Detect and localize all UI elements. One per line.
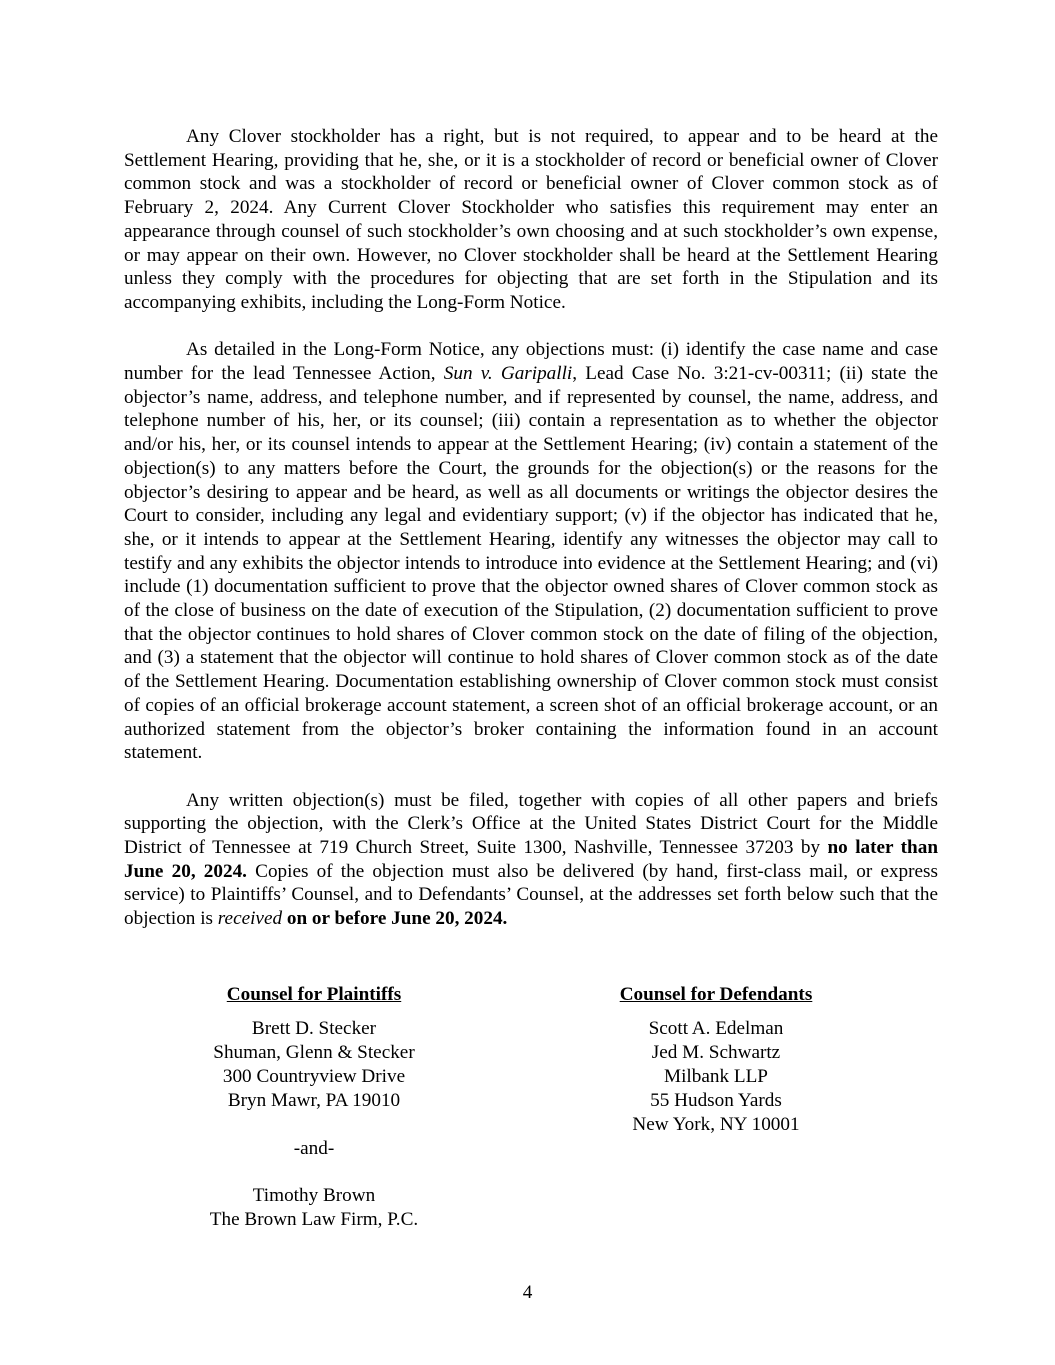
paragraph-objection-requirements [124, 338, 938, 765]
counsel-for-defendants [572, 983, 860, 1136]
delivery-instructions: Copies of the objection must also be delivered (by hand, first-class mail, or express service) to Plaintiffs’ Counsel, and to Defendants’ Counsel, at the addresses set forth below such that the objection is [124, 860, 938, 930]
counsel-plaintiffs-line: Brett D. Stecker [251, 1017, 377, 1039]
counsel-plaintiffs-line: Bryn Mawr, PA 19010 [227, 1089, 401, 1111]
counsel-plaintiffs-line: Shuman, Glenn & Stecker [213, 1041, 415, 1063]
objection-requirements-body: , Lead Case No. 3:21-cv-00311; (ii) state the objector’s name, address, and telephone number, and if represented by counsel, the name, address, and telephone number of his, her, or its counsel; (iii) contain a representation as to whether the objector and/or his, her, or its counsel intends to appear at the Settlement Hearing; (iv) contain a statement of the objection(s) to any matters before the Court, the grounds for the objection(s) or the reasons for the objector’s desiring to appear and be heard, as well as all documents or writings the objector desires the Court to consider, including any legal and evidentiary support; (v) if the objector has indicated that he, she, or it intends to appear at the Settlement Hearing, identify any witnesses the objector may call to testify and any exhibits the objector intends to introduce into evidence at the Settlement Hearing; and (vi) include (1) documentation sufficient to prove that the objector owned shares of Clover common stock as of the close of business on the date of execution of the Stipulation, (2) documentation sufficient to prove that the objector continues to hold shares of Clover common stock on the date of filing of the objection, and (3) a statement that the objector will continue to hold shares of Clover common stock as of the date of the Settlement Hearing. Documentation establishing ownership of Clover common stock must consist of copies of an official brokerage account statement, a screen shot of an official brokerage account, or an authorized statement from the objector’s broker containing the information found in an account statement. [124, 363, 938, 764]
filing-deadline: no later than June 20, 2024. [124, 837, 938, 882]
received-emphasis: received [217, 908, 283, 930]
counsel-defendants-line: Jed M. Schwartz [651, 1041, 781, 1063]
counsel-plaintiffs-line: Timothy Brown [252, 1185, 376, 1207]
document-body [124, 125, 938, 931]
counsel-defendants-line: Scott A. Edelman [648, 1017, 784, 1039]
counsel-separator: -and- [293, 1137, 335, 1159]
delivery-deadline: on or before June 20, 2024. [286, 908, 508, 930]
filing-instructions: Any written objection(s) must be filed, together with copies of all other papers and briefs supporting the objection, with the Clerk’s Office at the United States District Court for the Middle District of Tennessee at 719 Church Street, Suite 1300, Nashville, Tennessee 37203 by [124, 789, 938, 859]
paragraph-filing-deadline [124, 789, 938, 931]
counsel-defendants-line: Milbank LLP [664, 1065, 768, 1087]
counsel-plaintiffs-heading: Counsel for Plaintiffs [226, 984, 402, 1005]
paragraph-appearance-right: Any Clover stockholder has a right, but is not required, to appear and to be heard at the Settlement Hearing, providing that he, she, or it is a stockholder of record or beneficial owner of Clover common stock and was a stockholder of record or beneficial owner of Clover common stock as of February 2, 2024. Any Current Clover Stockholder who satisfies this requirement may enter an appearance through counsel of such stockholder’s own choosing and at such stockholder’s own expense, or may appear on their own. However, no Clover stockholder shall be heard at the Settlement Hearing unless they comply with the procedures for objecting that are set forth in the Stipulation and its accompanying exhibits, including the Long-Form Notice. [124, 126, 938, 313]
counsel-defendants-line: New York, NY 10001 [632, 1113, 800, 1135]
counsel-defendants-heading: Counsel for Defendants [619, 984, 813, 1005]
counsel-defendants-line: 55 Hudson Yards [650, 1089, 782, 1111]
page-number: 4 [522, 1282, 533, 1303]
counsel-plaintiffs-line: The Brown Law Firm, P.C. [209, 1209, 419, 1231]
case-name: Sun v. Garipalli [443, 363, 573, 385]
counsel-plaintiffs-line: 300 Countryview Drive [222, 1065, 406, 1087]
counsel-for-plaintiffs [170, 983, 458, 1232]
objection-requirements-intro: As detailed in the Long-Form Notice, any objections must: (i) identify the case name and case number for the lead Tennessee Action, [124, 339, 938, 385]
